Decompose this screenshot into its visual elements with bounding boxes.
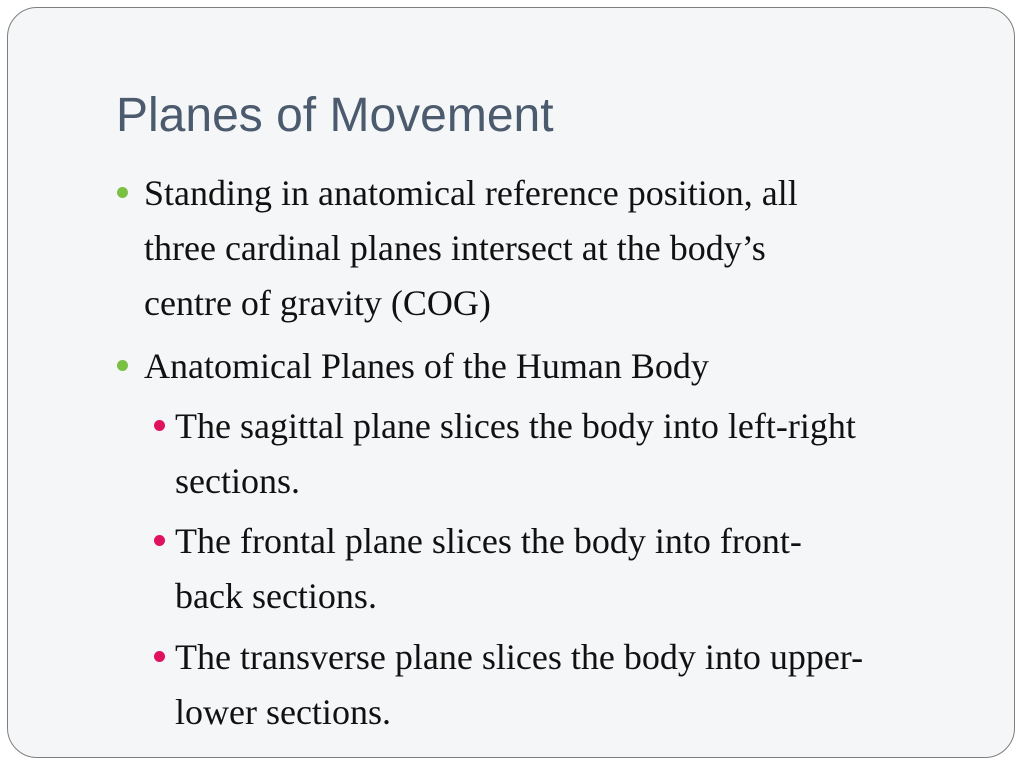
bullet-text-line: Anatomical Planes of the Human Body (144, 346, 709, 386)
bullet-text-line: Standing in anatomical reference position, all (144, 173, 798, 213)
pink-dot-bullet-icon (154, 535, 165, 546)
bullet-text-line: The sagittal plane slices the body into left-right (175, 406, 856, 446)
pink-dot-bullet-icon (154, 420, 165, 431)
bullet-text-line: centre of gravity (COG) (144, 283, 491, 323)
pink-dot-bullet-icon (154, 651, 165, 662)
bullet-item (144, 339, 709, 394)
green-dot-bullet-icon (117, 360, 128, 371)
sub-bullet-item (175, 514, 802, 624)
slide-title: Planes of Movement (116, 89, 554, 142)
sub-bullet-item (175, 630, 863, 740)
bullet-text-line: sections. (175, 461, 300, 501)
sub-bullet-item (175, 399, 856, 509)
bullet-text-line: back sections. (175, 576, 377, 616)
bullet-text-line: lower sections. (175, 692, 391, 732)
bullet-item (144, 166, 798, 331)
bullet-text-line: The frontal plane slices the body into front- (175, 521, 802, 561)
bullet-text-line: The transverse plane slices the body into upper- (175, 637, 864, 677)
green-dot-bullet-icon (117, 187, 128, 198)
bullet-text-line: three cardinal planes intersect at the body’s (144, 228, 766, 268)
